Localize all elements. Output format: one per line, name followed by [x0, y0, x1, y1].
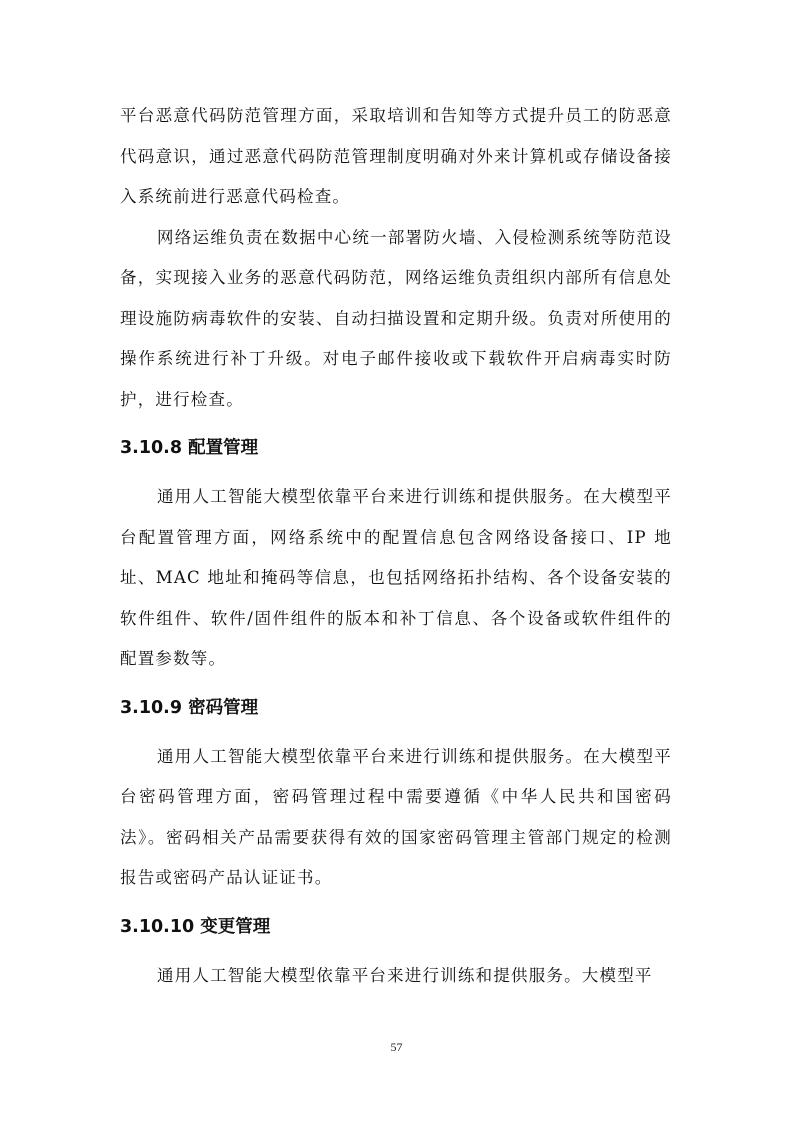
section-heading-config: 3.10.8 配置管理: [120, 438, 259, 458]
paragraph-malware-awareness: 平台恶意代码防范管理方面，采取培训和告知等方式提升员工的防恶意代码意识，通过恶意代码防范管理制度明确对外来计算机或存储设备接入系统前进行恶意代码检查。: [120, 106, 672, 206]
paragraph-crypto: 通用人工智能大模型依靠平台来进行训练和提供服务。在大模型平台密码管理方面，密码管理过程中需要遵循《中华人民共和国密码法》。密码相关产品需要获得有效的国家密码管理主管部门规定的检测报告或密码产品认证证书。: [120, 746, 672, 887]
section-heading-crypto: 3.10.9 密码管理: [120, 697, 259, 718]
paragraph-network-ops: 网络运维负责在数据中心统一部署防火墙、入侵检测系统等防范设备，实现接入业务的恶意代码防范，网络运维负责组织内部所有信息处理设施防病毒软件的安装、自动扫描设置和定期升级。负责对所使用的操作系统进行补丁升级。对电子邮件接收或下载软件开启病毒实时防护，进行检查。: [120, 227, 672, 409]
page-content: [120, 96, 672, 996]
paragraph-change: 通用人工智能大模型依靠平台来进行训练和提供服务。大模型平: [157, 965, 653, 985]
paragraph-config: 通用人工智能大模型依靠平台来进行训练和提供服务。在大模型平台配置管理方面，网络系统中的配置信息包含网络设备接口、IP 地址、MAC 地址和掩码等信息，也包括网络拓扑结构、各个设备安装的软件组件、软件/固件组件的版本和补丁信息、各个设备或软件组件的配置参数等。: [120, 487, 672, 668]
page-number: 57: [390, 1040, 403, 1054]
section-heading-change: 3.10.10 变更管理: [120, 916, 271, 937]
